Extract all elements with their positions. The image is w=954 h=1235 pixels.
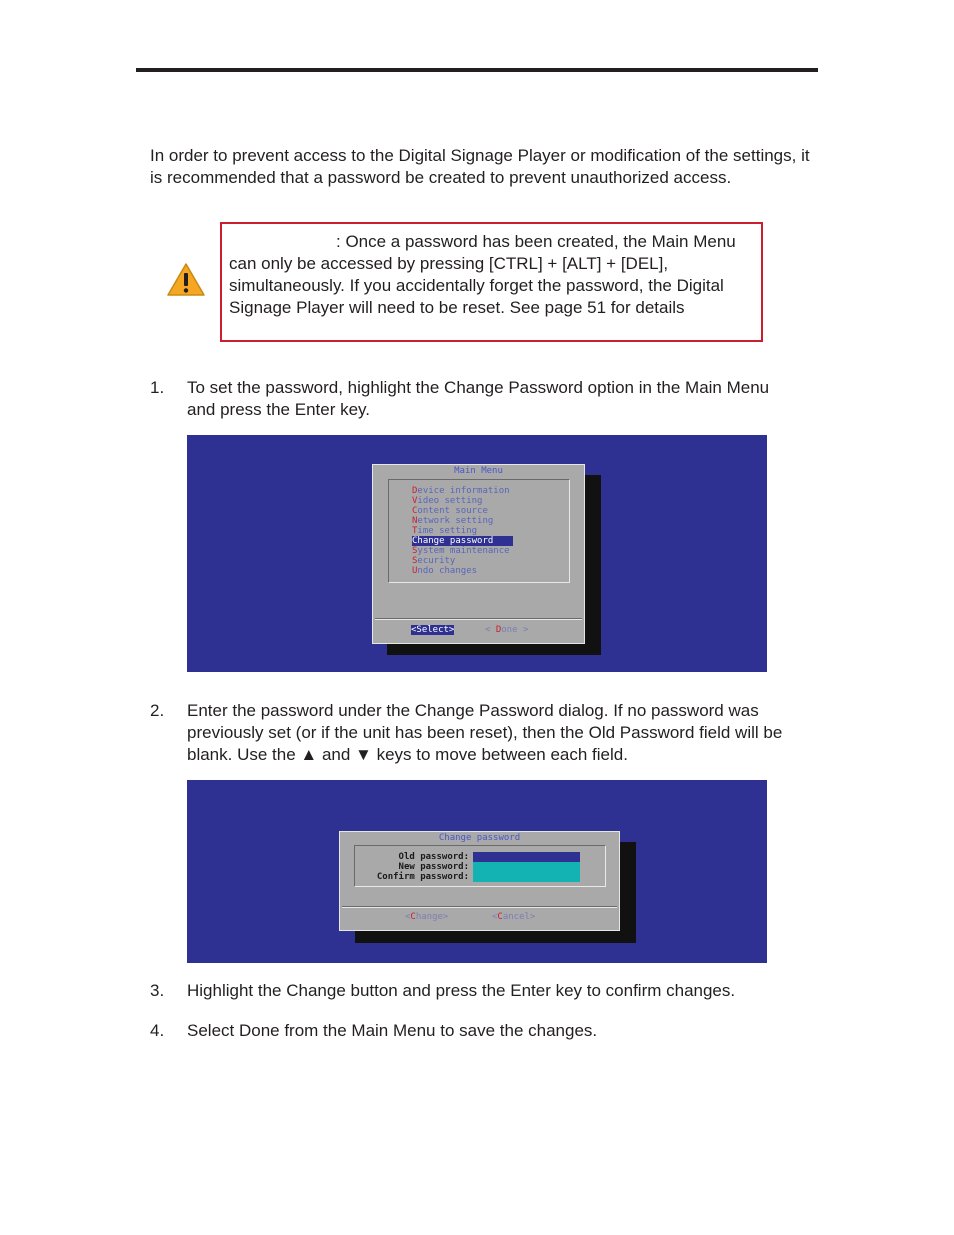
menu-item-hotkey: S — [412, 546, 418, 556]
menu-item[interactable] — [412, 486, 513, 496]
select-button[interactable]: <Select> — [411, 625, 455, 635]
step-1 — [150, 377, 790, 421]
step-number: 2. — [150, 701, 165, 720]
warning-text: : Once a password has been created, the Main Menu can only be accessed by pressing [CTRL] + [ALT] + [DEL], simultaneously. If you accidentally forget the password, the Digital Signage Player will need to be reset. See page 51 for details — [229, 232, 736, 317]
step-3 — [150, 980, 790, 1002]
menu-list — [412, 486, 513, 576]
new-password-label: New password: — [398, 862, 469, 872]
menu-item-label: ime setting — [417, 526, 478, 536]
menu-item-hotkey: T — [412, 526, 418, 536]
done-button[interactable]: < Done > — [485, 625, 529, 635]
menu-item-hotkey: V — [412, 496, 418, 506]
menu-item[interactable] — [412, 516, 513, 526]
menu-item-label: ontent source — [417, 506, 488, 516]
menu-item-label: etwork setting — [417, 516, 494, 526]
step-text: Enter the password under the Change Password dialog. If no password was previously set (or if the unit has been reset), then the Old Password field will be blank. Use the ▲ and ▼ keys to move between each field. — [187, 701, 783, 764]
dialog-separator — [375, 618, 582, 620]
menu-item-label: hange password — [417, 536, 494, 546]
intro-paragraph: In order to prevent access to the Digital Signage Player or modification of the settings, it is recommended that a password be created to prevent unauthorized access. — [150, 146, 810, 187]
change-button[interactable]: <Change> — [405, 912, 449, 922]
menu-item[interactable] — [412, 506, 513, 516]
menu-item[interactable] — [412, 556, 513, 566]
main-menu-dialog — [372, 464, 585, 644]
menu-item-label: ystem maintenance — [417, 546, 510, 556]
step-text: Highlight the Change button and press the Enter key to confirm changes. — [187, 981, 736, 1000]
dialog-title: Change password — [438, 833, 521, 843]
cancel-button[interactable]: <Cancel> — [492, 912, 536, 922]
dialog-title: Main Menu — [454, 466, 503, 476]
dialog-separator — [342, 906, 617, 908]
step-number: 1. — [150, 378, 165, 397]
menu-item-label: ecurity — [417, 556, 456, 566]
step-number: 3. — [150, 981, 165, 1000]
change-password-screenshot — [187, 780, 767, 963]
menu-item-hotkey: N — [412, 516, 418, 526]
menu-item[interactable] — [412, 496, 513, 506]
menu-list-frame — [388, 479, 570, 583]
warning-icon — [166, 262, 206, 298]
menu-item-hotkey: S — [412, 556, 418, 566]
step-text: Select Done from the Main Menu to save the changes. — [187, 1021, 598, 1040]
old-password-label: Old password: — [398, 852, 469, 862]
menu-item-hotkey: U — [412, 566, 418, 576]
new-password-field[interactable] — [473, 862, 580, 872]
menu-item-hotkey: C — [412, 536, 418, 546]
header-rule — [136, 68, 818, 72]
menu-item[interactable] — [412, 536, 513, 546]
step-text: To set the password, highlight the Change Password option in the Main Menu and press the Enter key. — [187, 378, 770, 419]
menu-item[interactable] — [412, 546, 513, 556]
menu-item-label: evice information — [417, 486, 510, 496]
menu-item-hotkey: C — [412, 506, 418, 516]
menu-item[interactable] — [412, 526, 513, 536]
menu-item-label: ideo setting — [417, 496, 483, 506]
menu-item-label: ndo changes — [417, 566, 478, 576]
step-4 — [150, 1020, 790, 1042]
step-number: 4. — [150, 1021, 165, 1040]
warning-callout — [220, 222, 763, 342]
confirm-password-label: Confirm password: — [376, 872, 469, 882]
main-menu-screenshot — [187, 435, 767, 672]
menu-item-hotkey: D — [412, 486, 418, 496]
step-2 — [150, 700, 790, 766]
old-password-field[interactable] — [473, 852, 580, 862]
confirm-password-field[interactable] — [473, 872, 580, 882]
menu-item[interactable] — [412, 566, 513, 576]
change-password-dialog — [339, 831, 620, 931]
